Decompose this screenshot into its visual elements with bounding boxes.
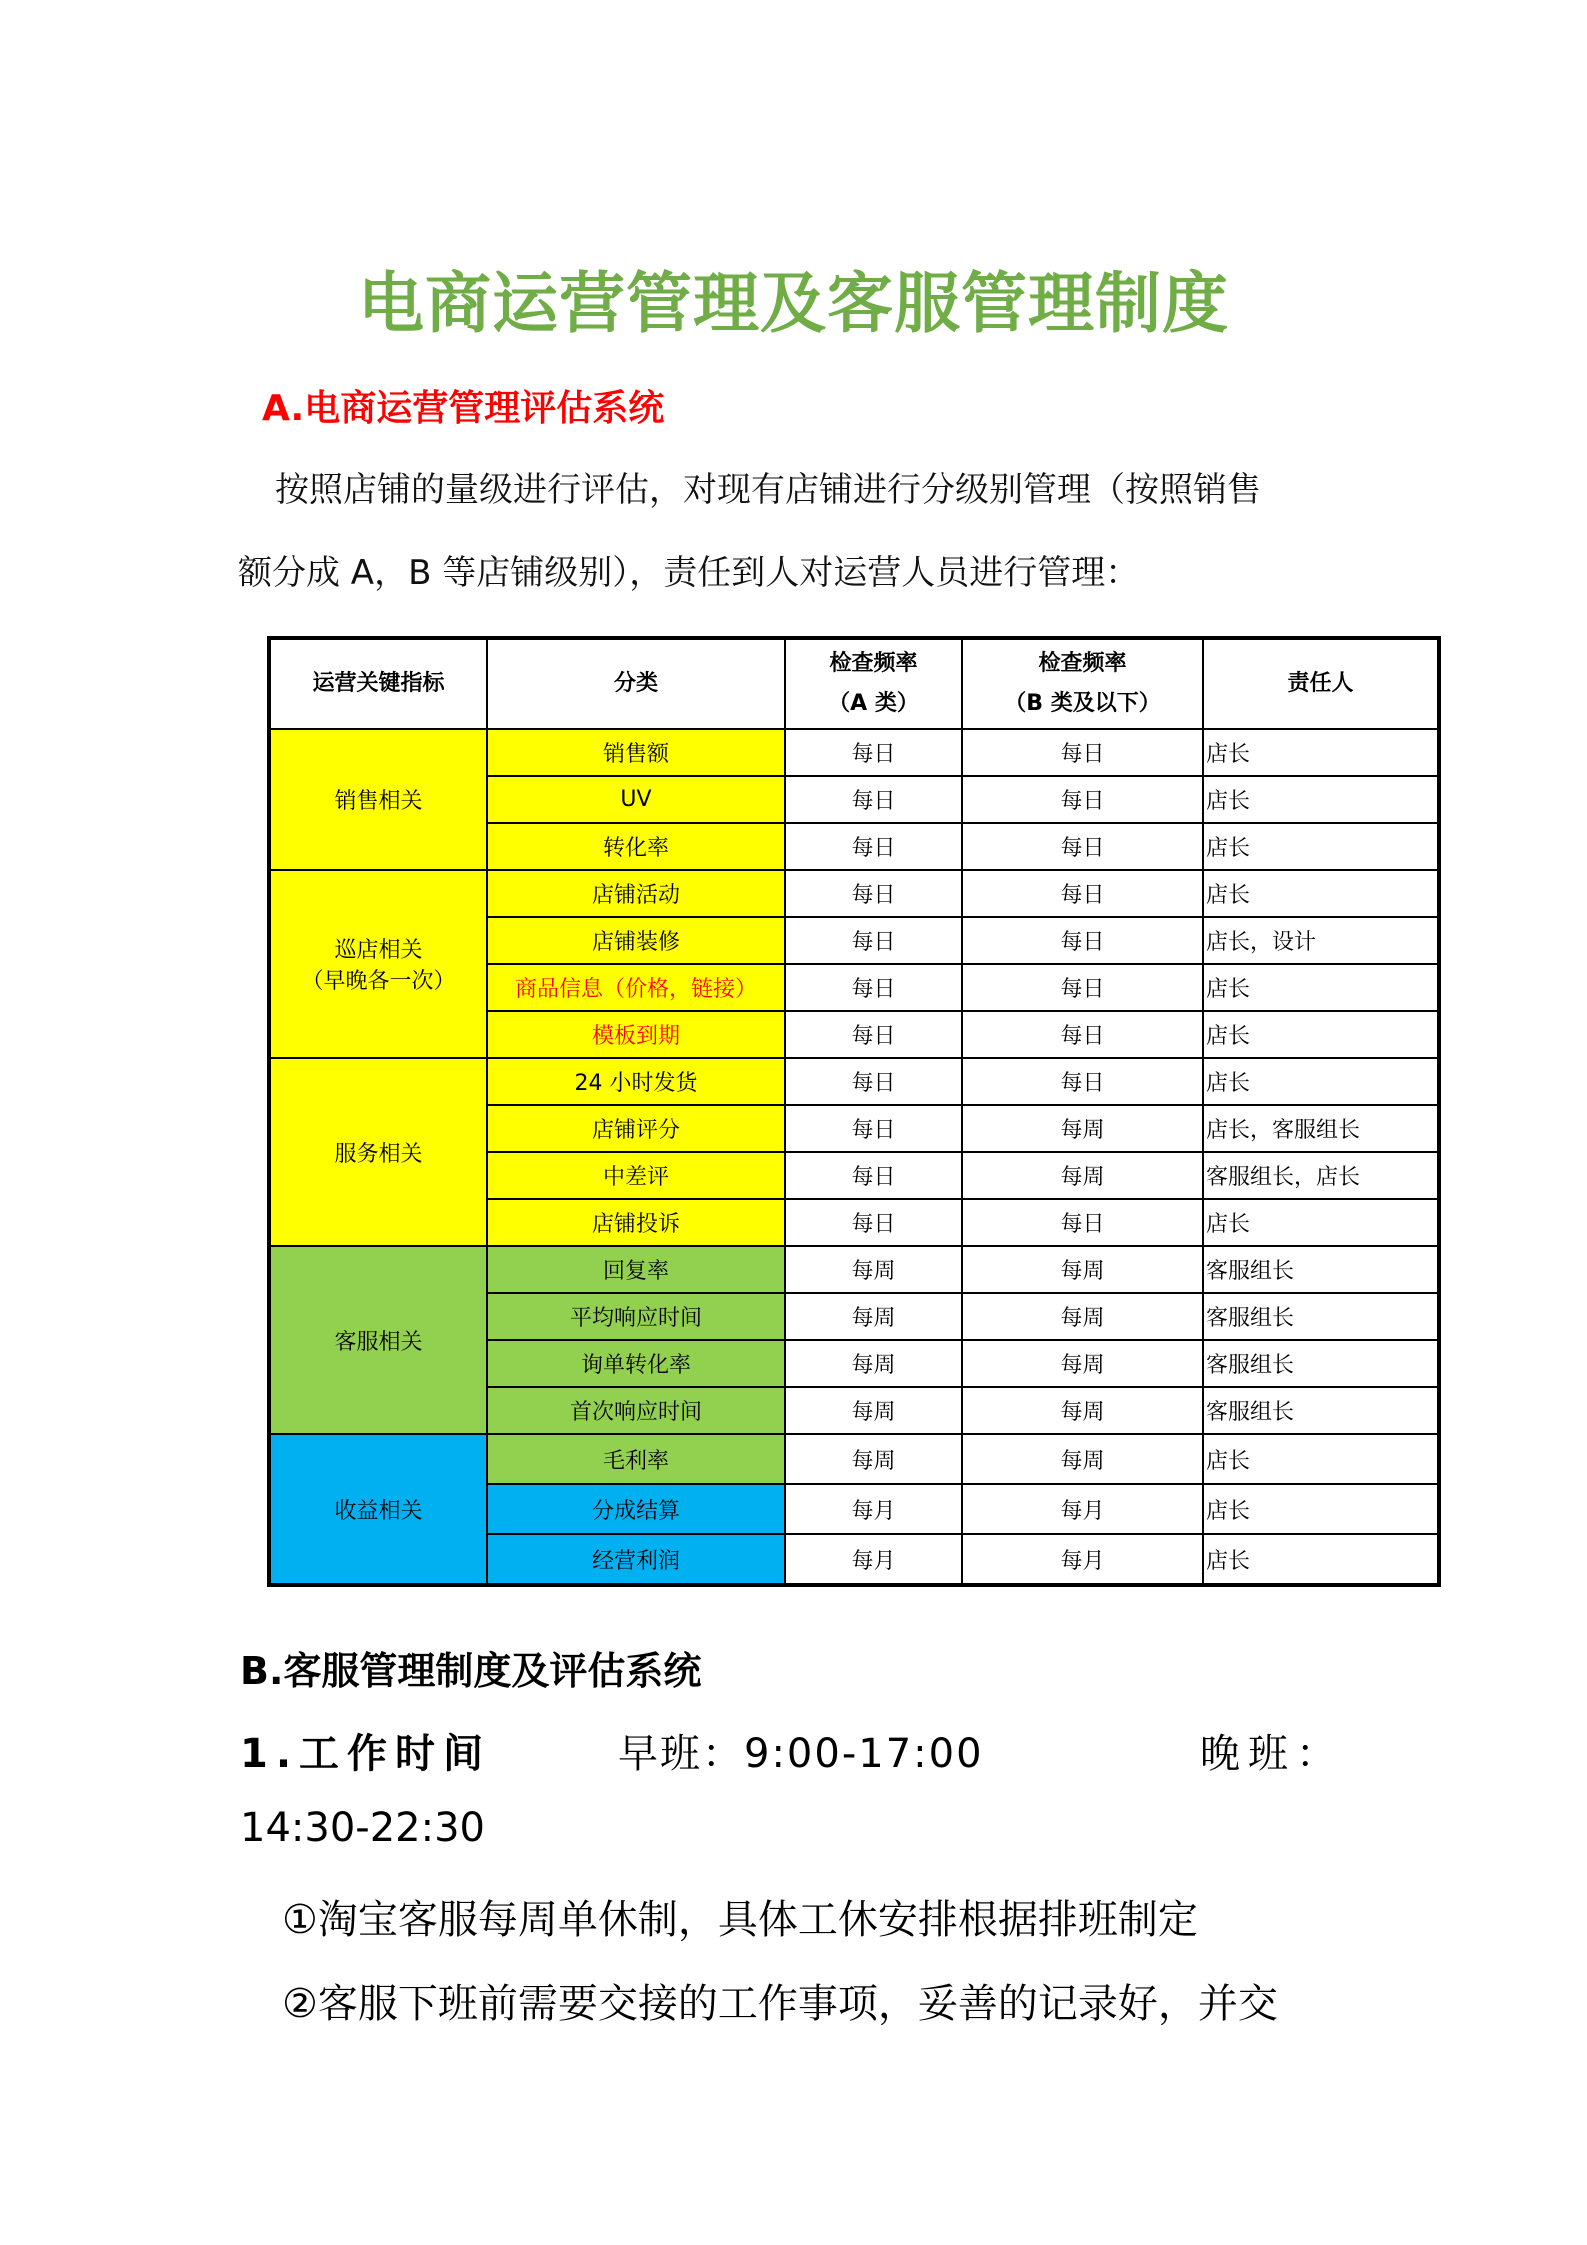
freq-a-cell: 每日	[785, 1011, 962, 1058]
table-header-row	[269, 638, 1439, 729]
owner-cell: 客服组长	[1203, 1340, 1439, 1387]
freq-b-cell: 每日	[962, 823, 1203, 870]
group-store-patrol: 巡店相关 （早晚各一次）	[269, 870, 487, 1058]
group-customer-service: 客服相关	[269, 1246, 487, 1434]
category-cell: 询单转化率	[487, 1340, 785, 1387]
work-time-line	[240, 1722, 1350, 1779]
early-shift: 早班：9:00-17:00	[618, 1731, 984, 1777]
category-cell: 平均响应时间	[487, 1293, 785, 1340]
header-freq-a: 检查频率 （A 类）	[785, 638, 962, 729]
category-cell-highlight: 模板到期	[487, 1011, 785, 1058]
owner-cell: 客服组长	[1203, 1246, 1439, 1293]
freq-a-cell: 每日	[785, 964, 962, 1011]
freq-b-cell: 每周	[962, 1434, 1203, 1484]
freq-a-cell: 每日	[785, 917, 962, 964]
category-cell: UV	[487, 776, 785, 823]
owner-cell: 店长	[1203, 1534, 1439, 1585]
freq-a-cell: 每周	[785, 1246, 962, 1293]
freq-b-cell: 每日	[962, 1058, 1203, 1105]
category-cell: 店铺装修	[487, 917, 785, 964]
freq-b-cell: 每周	[962, 1293, 1203, 1340]
owner-cell: 客服组长，店长	[1203, 1152, 1439, 1199]
table-row	[269, 1058, 1439, 1105]
freq-b-cell: 每月	[962, 1534, 1203, 1585]
owner-cell: 客服组长	[1203, 1293, 1439, 1340]
category-cell: 店铺评分	[487, 1105, 785, 1152]
category-cell-highlight: 商品信息（价格，链接）	[487, 964, 785, 1011]
freq-b-cell: 每月	[962, 1484, 1203, 1534]
document-title: 电商运营管理及客服管理制度	[358, 265, 1229, 342]
table-row	[269, 729, 1439, 776]
category-cell: 首次响应时间	[487, 1387, 785, 1434]
owner-cell: 店长	[1203, 1434, 1439, 1484]
header-category: 分类	[487, 638, 785, 729]
freq-a-cell: 每日	[785, 1105, 962, 1152]
owner-cell: 店长	[1203, 1058, 1439, 1105]
owner-cell: 店长	[1203, 964, 1439, 1011]
header-owner: 责任人	[1203, 638, 1439, 729]
freq-b-cell: 每日	[962, 964, 1203, 1011]
owner-cell: 店长	[1203, 870, 1439, 917]
category-cell: 转化率	[487, 823, 785, 870]
category-cell: 回复率	[487, 1246, 785, 1293]
owner-cell: 客服组长	[1203, 1387, 1439, 1434]
category-cell: 24 小时发货	[487, 1058, 785, 1105]
freq-b-cell: 每日	[962, 729, 1203, 776]
freq-a-cell: 每周	[785, 1387, 962, 1434]
header-indicator: 运营关键指标	[269, 638, 487, 729]
freq-a-cell: 每日	[785, 729, 962, 776]
freq-a-cell: 每日	[785, 1199, 962, 1246]
late-shift-time: 14:30-22:30	[240, 1805, 485, 1851]
freq-a-cell: 每日	[785, 823, 962, 870]
freq-a-cell: 每日	[785, 776, 962, 823]
owner-cell: 店长	[1203, 776, 1439, 823]
owner-cell: 店长	[1203, 823, 1439, 870]
freq-b-cell: 每日	[962, 1199, 1203, 1246]
freq-b-cell: 每日	[962, 917, 1203, 964]
section-a-paragraph-line2: 额分成 A，B 等店铺级别），责任到人对运营人员进行管理：	[238, 553, 1140, 593]
freq-a-cell: 每周	[785, 1434, 962, 1484]
category-cell: 分成结算	[487, 1484, 785, 1534]
freq-a-cell: 每日	[785, 870, 962, 917]
freq-a-cell: 每周	[785, 1293, 962, 1340]
freq-a-cell: 每日	[785, 1058, 962, 1105]
header-freq-b: 检查频率 （B 类及以下）	[962, 638, 1203, 729]
section-a-paragraph-line1: 按照店铺的量级进行评估，对现有店铺进行分级别管理（按照销售	[275, 470, 1261, 510]
late-shift-label: 晚班：	[1200, 1731, 1344, 1777]
freq-a-cell: 每月	[785, 1484, 962, 1534]
owner-cell: 店长	[1203, 729, 1439, 776]
category-cell: 中差评	[487, 1152, 785, 1199]
freq-b-cell: 每周	[962, 1105, 1203, 1152]
group-revenue: 收益相关	[269, 1434, 487, 1585]
owner-cell: 店长	[1203, 1011, 1439, 1058]
freq-b-cell: 每周	[962, 1340, 1203, 1387]
category-cell: 销售额	[487, 729, 785, 776]
table-row	[269, 870, 1439, 917]
category-cell: 店铺投诉	[487, 1199, 785, 1246]
section-b-heading: B.客服管理制度及评估系统	[240, 1649, 702, 1693]
kpi-table	[267, 636, 1441, 1587]
freq-a-cell: 每日	[785, 1152, 962, 1199]
category-cell: 经营利润	[487, 1534, 785, 1585]
rule-item-2: ②客服下班前需要交接的工作事项，妥善的记录好，并交	[282, 1981, 1278, 2027]
freq-b-cell: 每日	[962, 776, 1203, 823]
freq-b-cell: 每周	[962, 1387, 1203, 1434]
freq-b-cell: 每周	[962, 1246, 1203, 1293]
category-cell: 店铺活动	[487, 870, 785, 917]
freq-b-cell: 每日	[962, 1011, 1203, 1058]
table-row	[269, 1434, 1439, 1484]
rule-item-1: ①淘宝客服每周单休制，具体工休安排根据排班制定	[282, 1897, 1198, 1943]
owner-cell: 店长	[1203, 1199, 1439, 1246]
table-row	[269, 1246, 1439, 1293]
freq-b-cell: 每日	[962, 870, 1203, 917]
owner-cell: 店长，客服组长	[1203, 1105, 1439, 1152]
freq-a-cell: 每周	[785, 1340, 962, 1387]
work-time-label: 1.工作时间	[240, 1731, 492, 1777]
group-sales: 销售相关	[269, 729, 487, 870]
owner-cell: 店长	[1203, 1484, 1439, 1534]
owner-cell: 店长，设计	[1203, 917, 1439, 964]
group-service: 服务相关	[269, 1058, 487, 1246]
section-a-heading: A.电商运营管理评估系统	[262, 388, 665, 429]
freq-b-cell: 每周	[962, 1152, 1203, 1199]
freq-a-cell: 每月	[785, 1534, 962, 1585]
category-cell: 毛利率	[487, 1434, 785, 1484]
